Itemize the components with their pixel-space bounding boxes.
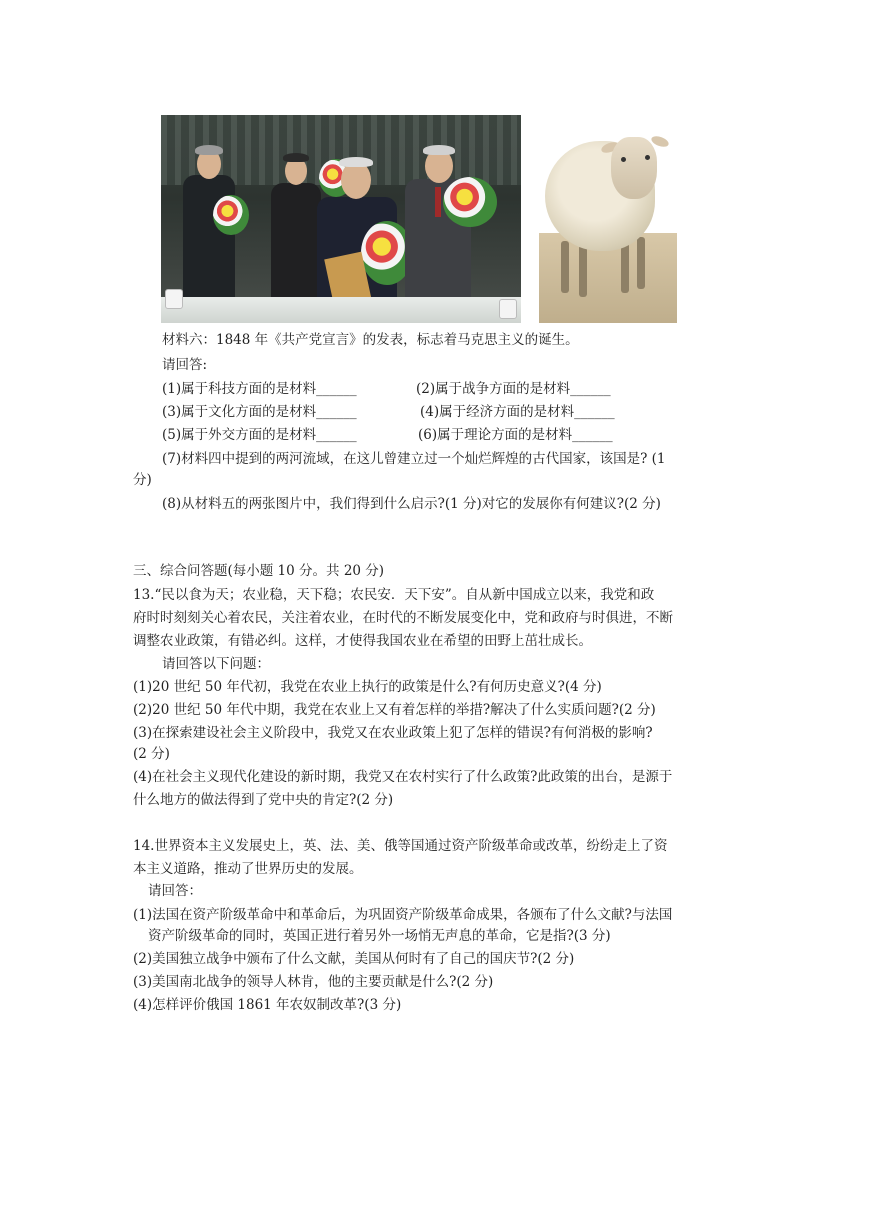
question-2: (2)属于战争方面的是材料______ — [416, 381, 611, 397]
flower-bouquet — [213, 195, 249, 235]
q14-part-2: (2)美国独立战争中颁布了什么文献，美国从何时有了自己的国庆节?(2 分) — [133, 951, 575, 967]
photo-table — [161, 297, 521, 323]
tea-cup — [165, 289, 183, 309]
question-7: (7)材料四中提到的两河流域，在这儿曾建立过一个灿烂辉煌的古代国家，该国是? (1 — [162, 451, 666, 467]
q13-intro-3: 调整农业政策，有错必纠。这样，才使得我国农业在希望的田野上茁壮成长。 — [133, 633, 592, 649]
q13-intro-2: 府时时刻刻关心着农民，关注着农业，在时代的不断发展变化中，党和政府与时俱进，不断 — [133, 610, 673, 626]
material-six: 材料六：1848 年《共产党宣言》的发表，标志着马克思主义的诞生。 — [162, 332, 579, 348]
q13-part-4: (4)在社会主义现代化建设的新时期，我党又在农村实行了什么政策?此政策的出台，是源于 — [133, 769, 673, 785]
question-1: (1)属于科技方面的是材料______ — [162, 381, 357, 397]
flower-bouquet — [443, 177, 497, 227]
q14-prompt: 请回答： — [148, 883, 202, 899]
q14-part-1-cont: 资产阶级革命的同时，英国正进行着另外一场悄无声息的革命，它是指?(3 分) — [148, 928, 611, 944]
q13-part-1: (1)20 世纪 50 年代初，我党在农业上执行的政策是什么?有何历史意义?(4 分) — [133, 679, 602, 695]
ceremony-photo — [161, 115, 521, 323]
q13-part-4-cont: 什么地方的做法得到了党中央的肯定?(2 分) — [133, 792, 394, 808]
q14-intro-2: 本主义道路，推动了世界历史的发展。 — [133, 861, 363, 877]
question-3: (3)属于文化方面的是材料______ — [162, 404, 357, 420]
q14-intro-1: 14.世界资本主义发展史上，英、法、美、俄等国通过资产阶级革命或改革，纷纷走上了资 — [133, 838, 668, 854]
q13-part-3-cont: (2 分) — [133, 746, 170, 762]
q13-part-2: (2)20 世纪 50 年代中期，我党在农业上又有着怎样的举措?解决了什么实质问题?(2 分) — [133, 702, 656, 718]
tea-cup — [499, 299, 517, 319]
sheep-face — [611, 137, 657, 199]
question-7-cont: 分) — [133, 472, 152, 488]
q14-part-4: (4)怎样评价俄国 1861 年农奴制改革?(3 分) — [133, 997, 402, 1013]
q14-part-1: (1)法国在资产阶级革命中和革命后，为巩固资产阶级革命成果，各颁布了什么文献?与法国 — [133, 907, 673, 923]
question-5: (5)属于外交方面的是材料______ — [162, 427, 357, 443]
q14-part-3: (3)美国南北战争的领导人林肯，他的主要贡献是什么?(2 分) — [133, 974, 494, 990]
answer-prompt: 请回答: — [162, 357, 208, 373]
q13-prompt: 请回答以下问题： — [162, 656, 270, 672]
q13-part-3: (3)在探索建设社会主义阶段中，我党又在农业政策上犯了怎样的错误?有何消极的影响? — [133, 725, 653, 741]
question-8: (8)从材料五的两张图片中，我们得到什么启示?(1 分)对它的发展你有何建议?(2 分) — [162, 496, 661, 512]
question-4: (4)属于经济方面的是材料______ — [420, 404, 615, 420]
sheep-photo — [539, 123, 677, 323]
q13-intro-1: 13.“民以食为天；农业稳，天下稳；农民安．天下安”。自从新中国成立以来，我党和政 — [133, 587, 655, 603]
section-3-title: 三、综合问答题(每小题 10 分。共 20 分) — [133, 563, 385, 579]
question-6: (6)属于理论方面的是材料______ — [418, 427, 613, 443]
